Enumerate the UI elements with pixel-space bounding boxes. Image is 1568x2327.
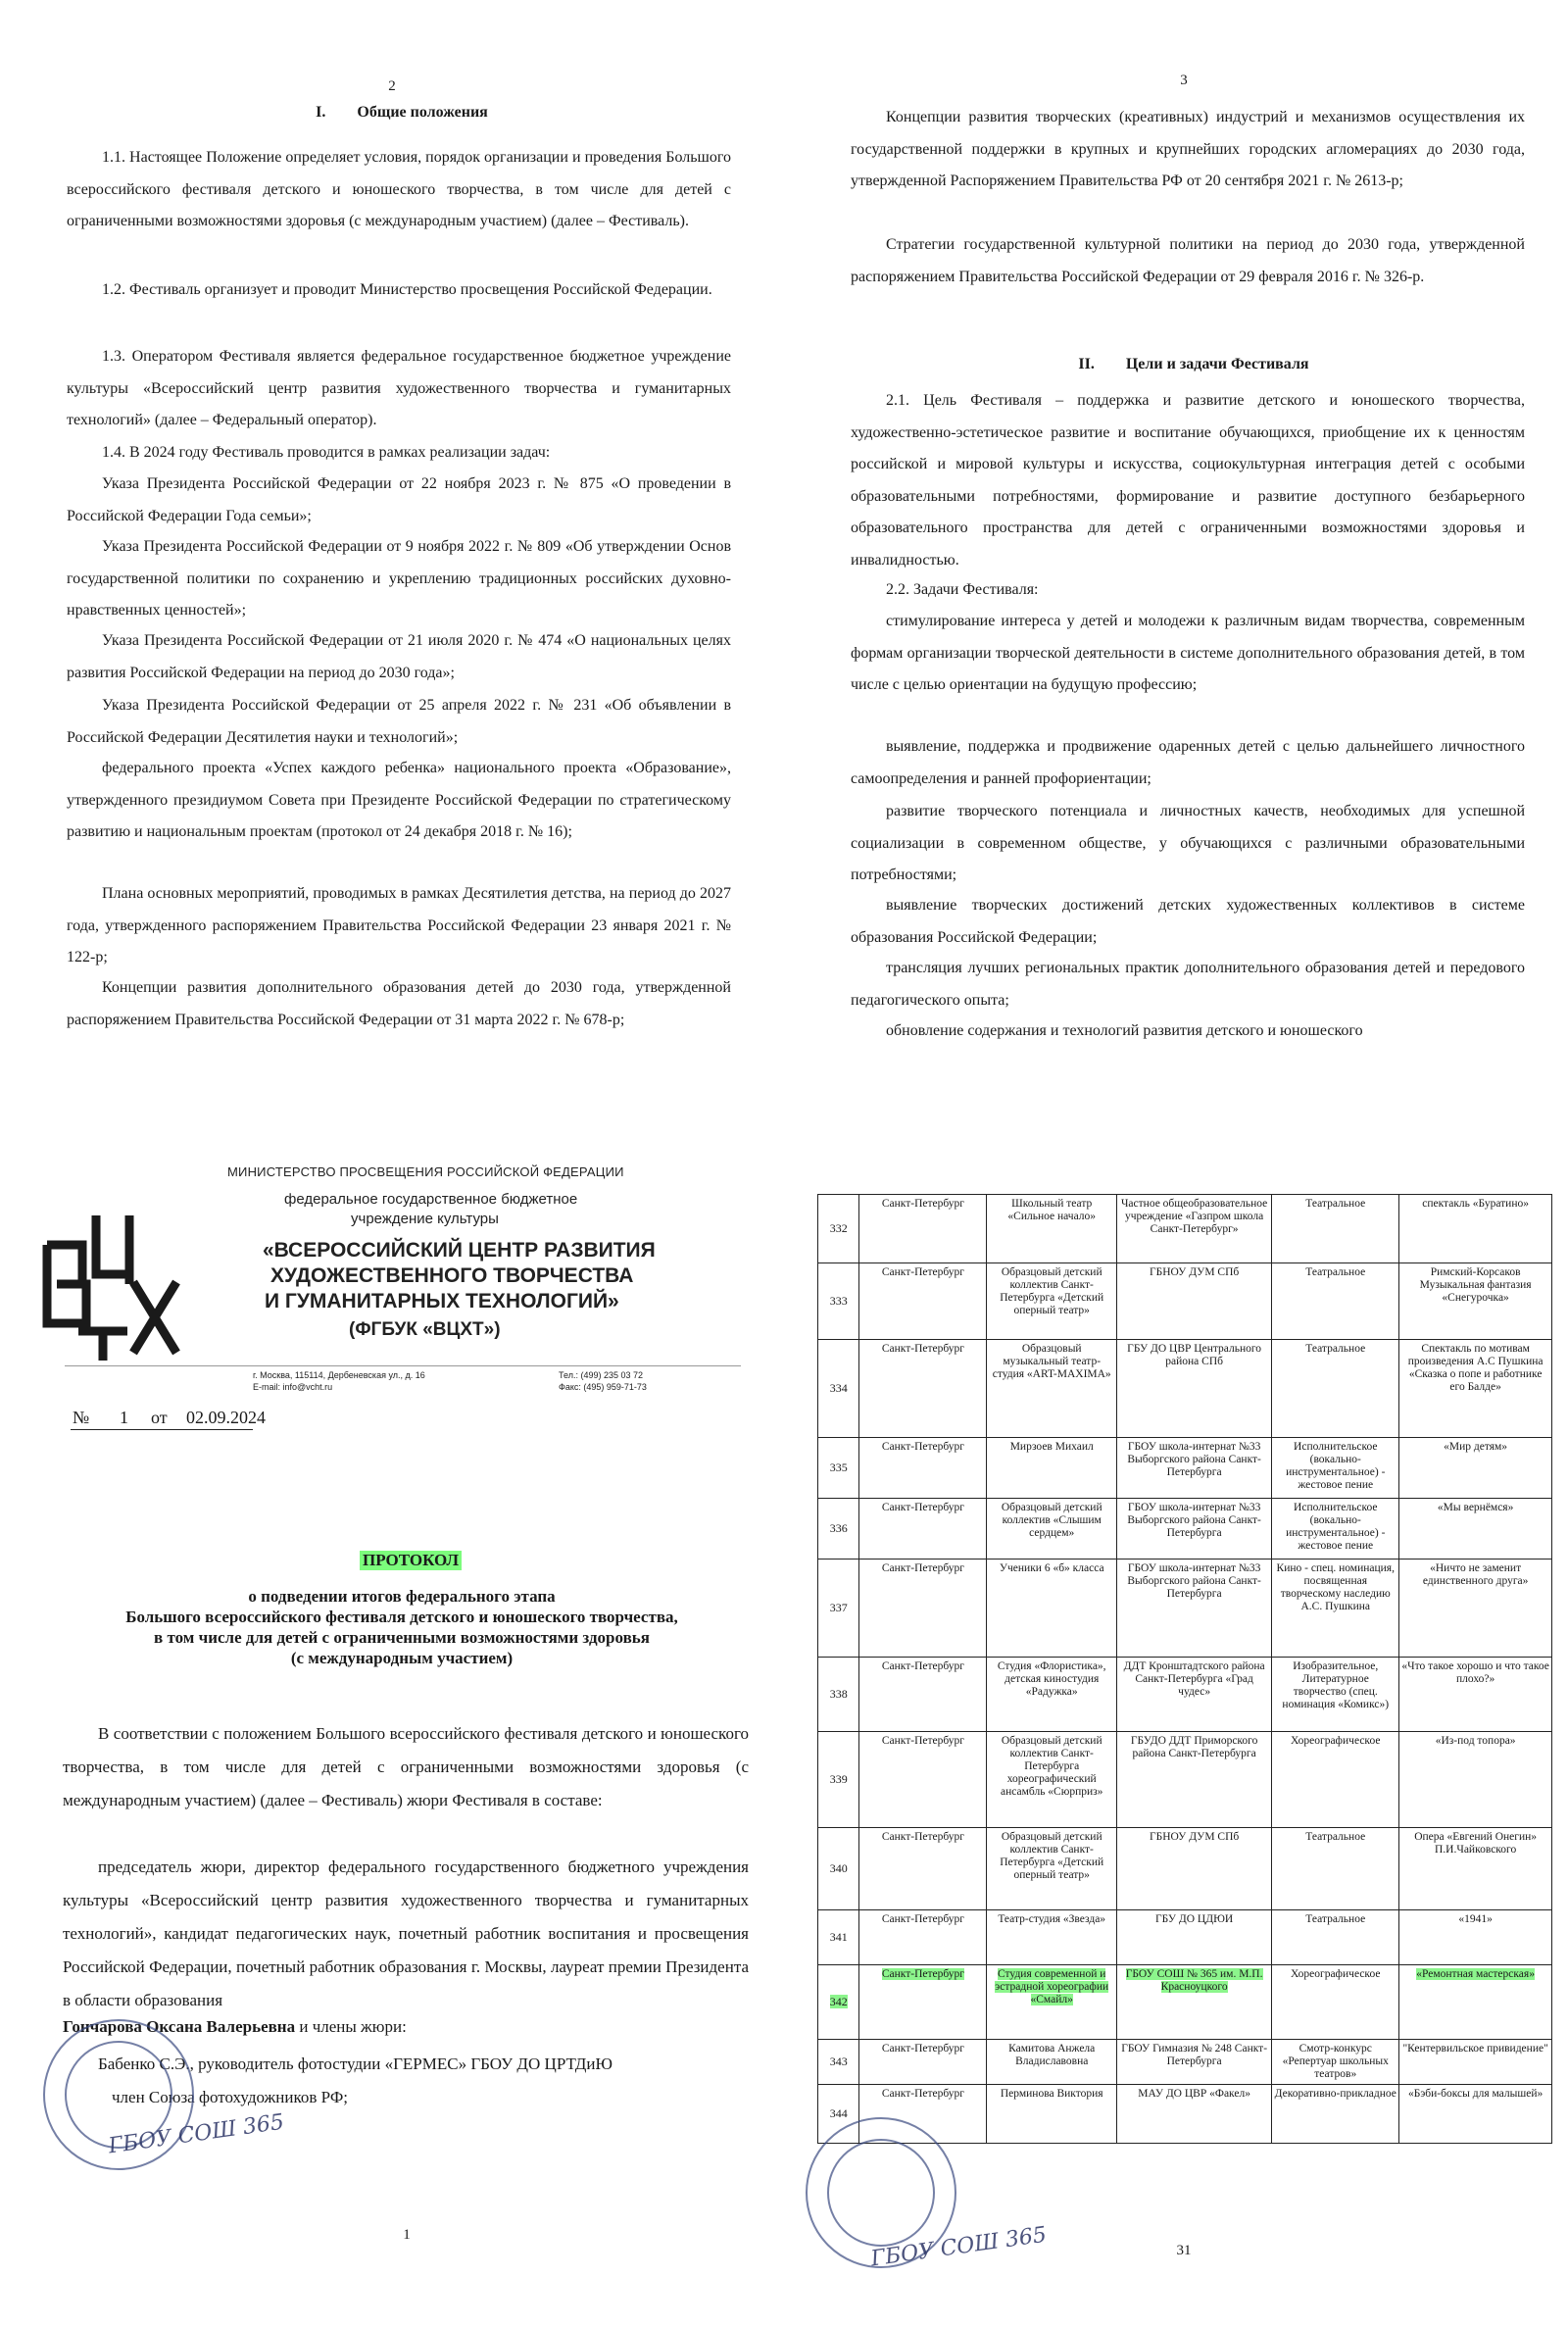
table-cell-city: Санкт-Петербург [859, 2085, 987, 2144]
highlight-num: 342 [829, 1995, 848, 2008]
section-title: I. Общие положения [316, 104, 488, 121]
table-row [818, 2040, 1552, 2085]
chair-name: Гончарова Оксана Валерьевна [63, 2017, 296, 2036]
page-2 [0, 0, 802, 1137]
ministry-name: МИНИСТЕРСТВО ПРОСВЕЩЕНИЯ РОССИЙСКОЙ ФЕДЕРАЦИИ [227, 1164, 624, 1179]
table-cell-participant: Мирзоев Михаил [987, 1438, 1117, 1499]
protocol-subtitle-1: о подведении итогов федерального этапа [248, 1587, 556, 1606]
table-cell-participant: Камитова Анжела Владиславовна [987, 2040, 1117, 2085]
table-cell-num: 333 [818, 1263, 859, 1340]
table-cell-institution: ГБУДО ДДТ Приморского района Санкт-Петербурга [1116, 1732, 1271, 1828]
protocol-subtitle-4: (с международным участием) [290, 1649, 514, 1667]
page-3 [802, 0, 1568, 1137]
table-cell-city: Санкт-Петербург [859, 1560, 987, 1658]
table-cell-city: Санкт-Петербург [859, 1828, 987, 1910]
paragraph: Указа Президента Российской Федерации от 21 июля 2020 г. № 474 «О национальных целях развития Российской Федерации на период до 2030 года»; [67, 632, 731, 681]
table-row [818, 1263, 1552, 1340]
table-cell-city: Санкт-Петербург [859, 1438, 987, 1499]
table-cell-institution: ДДТ Кронштадтского района Санкт-Петербурга «Град чудес» [1116, 1658, 1271, 1732]
table-cell-institution: ГБОУ школа-интернат №33 Выборгского района Санкт-Петербурга [1116, 1560, 1271, 1658]
page-number: 1 [403, 2227, 411, 2243]
letterhead-rule [65, 1365, 741, 1366]
table-cell-city [859, 1965, 987, 2040]
table-cell-work: Опера «Евгений Онегин» П.И.Чайковского [1399, 1828, 1552, 1910]
page-number: 2 [388, 78, 396, 94]
table-cell-num: 335 [818, 1438, 859, 1499]
table-cell-institution [1116, 1965, 1271, 2040]
table-row [818, 1499, 1552, 1560]
table-cell-work: «Мы вернёмся» [1399, 1499, 1552, 1560]
table-cell-nomination: Театральное [1272, 1910, 1399, 1965]
table-cell-nomination: Хореографическое [1272, 1965, 1399, 2040]
table-cell-num: 332 [818, 1195, 859, 1263]
paragraph: обновление содержания и технологий развития детского и юношеского [886, 1022, 1363, 1039]
table-cell-participant: Образцовый детский коллектив Санкт-Петербурга хореографический ансамбль «Сюрприз» [987, 1732, 1117, 1828]
table-cell-participant [987, 1965, 1117, 2040]
table-row [818, 1828, 1552, 1910]
table-cell-participant: Образцовый детский коллектив Санкт-Петербурга «Детский оперный театр» [987, 1263, 1117, 1340]
table-cell-nomination: Хореографическое [1272, 1732, 1399, 1828]
protocol-title: ПРОТОКОЛ [360, 1551, 462, 1570]
table-cell-institution: МАУ ДО ЦВР «Факел» [1116, 2085, 1271, 2144]
chair-suffix: и члены жюри: [295, 2017, 407, 2036]
table-cell-city: Санкт-Петербург [859, 1732, 987, 1828]
paragraph: 1.3. Оператором Фестиваля является федеральное государственное бюджетное учреждение культуры «Всероссийский центр развития художественного творчества и гуманитарных технологий» (далее – Федеральный оператор). [67, 348, 731, 428]
table-cell-institution: Частное общеобразовательное учреждение «Газпром школа Санкт-Петербург» [1116, 1195, 1271, 1263]
table-row [818, 1658, 1552, 1732]
vcht-logo [39, 1206, 186, 1362]
paragraph: Указа Президента Российской Федерации от 22 ноября 2023 г. № 875 «О проведении в Российской Федерации Года семьи»; [67, 475, 731, 524]
paragraph: развитие творческого потенциала и личностных качеств, необходимых для успешной социализации в современном обществе, у обучающихся с различными образовательными потребностями; [851, 803, 1525, 883]
table-cell-nomination: Театральное [1272, 1340, 1399, 1438]
table-cell-num: 338 [818, 1658, 859, 1732]
table-cell-nomination: Театральное [1272, 1828, 1399, 1910]
paragraph: Указа Президента Российской Федерации от 9 ноября 2022 г. № 809 «Об утверждении Основ государственной политики по сохранению и укреплению традиционных российских духовно-нравственных ценностей»; [67, 538, 731, 619]
highlight-institution: ГБОУ СОШ № 365 им. М.П. Красноуцкого [1125, 1968, 1263, 1993]
member-line-1: Бабенко С.Э., руководитель фотостудии «ГЕРМЕС» ГБОУ ДО ЦРТДиЮ [98, 2055, 612, 2073]
page-number: 3 [1180, 73, 1188, 88]
highlight-city: Санкт-Петербург [881, 1968, 965, 1980]
table-cell-city: Санкт-Петербург [859, 1263, 987, 1340]
fax: Факс: (495) 959-71-73 [559, 1382, 647, 1392]
paragraph: трансляция лучших региональных практик дополнительного образования детей и передового педагогического опыта; [851, 960, 1525, 1009]
table-cell-city: Санкт-Петербург [859, 1658, 987, 1732]
table-cell-participant: Перминова Виктория [987, 2085, 1117, 2144]
phone: Тел.: (499) 235 03 72 [559, 1370, 644, 1380]
table-cell-num: 339 [818, 1732, 859, 1828]
table-cell-num: 343 [818, 2040, 859, 2085]
table-cell-institution: ГБУ ДО ЦВР Центрального района СПб [1116, 1340, 1271, 1438]
highlight-work: «Ремонтная мастерская» [1416, 1968, 1535, 1980]
table-cell-institution: ГБНОУ ДУМ СПб [1116, 1828, 1271, 1910]
table-row [818, 1340, 1552, 1438]
table-cell-num: 340 [818, 1828, 859, 1910]
table-cell-work: «Из-под топора» [1399, 1732, 1552, 1828]
table-cell-nomination: Театральное [1272, 1195, 1399, 1263]
protocol-subtitle-2: Большого всероссийского фестиваля детского и юношеского творчества, [125, 1608, 678, 1626]
table-cell-nomination: Театральное [1272, 1263, 1399, 1340]
table-row [818, 1560, 1552, 1658]
table-cell-city: Санкт-Петербург [859, 1340, 987, 1438]
table-cell-city: Санкт-Петербург [859, 1910, 987, 1965]
table-cell-participant: Образцовый детский коллектив Санкт-Петербурга «Детский оперный театр» [987, 1828, 1117, 1910]
table-cell-num: 336 [818, 1499, 859, 1560]
paragraph: 2.2. Задачи Фестиваля: [886, 581, 1039, 598]
protocol-subtitle-3: в том числе для детей с ограниченными возможностями здоровья [154, 1628, 650, 1647]
paragraph: председатель жюри, директор федерального государственного бюджетного учреждения культуры «Всероссийский центр развития художественного творчества и гуманитарных технологий», кандидат педагогических наук, почетный работник воспитания и просвещения Российской Федерации, почетный работник образования г. Москвы, лауреат премии Президента в области образования [63, 1857, 749, 2009]
table-cell-num: 341 [818, 1910, 859, 1965]
paragraph: Концепции развития творческих (креативных) индустрий и механизмов осуществления их государственной поддержки в крупных и крупнейших городских агломерациях до 2030 года, утвержденной Распоряжением Правительства РФ от 20 сентября 2021 г. № 2613-р; [851, 109, 1525, 189]
table-cell-institution: ГБОУ школа-интернат №33 Выборгского района Санкт-Петербурга [1116, 1438, 1271, 1499]
table-row [818, 1732, 1552, 1828]
table-cell-work: спектакль «Буратино» [1399, 1195, 1552, 1263]
org-type-line-2: учреждение культуры [351, 1211, 499, 1227]
table-cell-num [818, 1965, 859, 2040]
org-short-name: (ФГБУК «ВЦХТ») [349, 1319, 501, 1340]
table-cell-city: Санкт-Петербург [859, 2040, 987, 2085]
paragraph: выявление творческих достижений детских художественных коллективов в системе образования Российской Федерации; [851, 897, 1525, 946]
number-date-underline [71, 1429, 253, 1430]
table-cell-participant: Образцовый детский коллектив «Слышим сердцем» [987, 1499, 1117, 1560]
member-line-2: член Союза фотохудожников РФ; [112, 2088, 348, 2106]
doc-number-label: № [73, 1408, 90, 1427]
table-cell-city: Санкт-Петербург [859, 1195, 987, 1263]
table-cell-work: "Кентервильское привидение" [1399, 2040, 1552, 2085]
table-cell-work [1399, 1965, 1552, 2040]
table-cell-num: 337 [818, 1560, 859, 1658]
paragraph: стимулирование интереса у детей и молодежи к различным видам творчества, современным формам организации творческой деятельности в системе дополнительного образования детей, в том числе с целью ориентации на будущую профессию; [851, 613, 1525, 693]
table-cell-nomination: Изобразительное, Литературное творчество (спец. номинация «Комикс») [1272, 1658, 1399, 1732]
table-cell-institution: ГБНОУ ДУМ СПб [1116, 1263, 1271, 1340]
stamp-seal-inner [827, 2139, 935, 2247]
table-cell-nomination: Смотр-конкурс «Репертуар школьных театров» [1272, 2040, 1399, 2085]
address-line-1: г. Москва, 115114, Дербеневская ул., д. 16 [253, 1370, 425, 1380]
table-cell-institution: ГБОУ школа-интернат №33 Выборгского района Санкт-Петербурга [1116, 1499, 1271, 1560]
table-cell-institution: ГБУ ДО ЦДЮИ [1116, 1910, 1271, 1965]
table-cell-nomination: Декоративно-прикладное [1272, 2085, 1399, 2144]
paragraph: 1.1. Настоящее Положение определяет условия, порядок организации и проведения Большого всероссийского фестиваля детского и юношеского творчества, в том числе для детей с ограниченными возможностями здоровья (с международным участием) (далее – Фестиваль). [67, 149, 731, 229]
table-row [818, 1438, 1552, 1499]
table-cell-nomination: Исполнительское (вокально-инструментальное) - жестовое пение [1272, 1499, 1399, 1560]
paragraph: выявление, поддержка и продвижение одаренных детей с целью дальнейшего личностного самоопределения и ранней профориентации; [851, 738, 1525, 787]
org-name-line-1: «ВСЕРОССИЙСКИЙ ЦЕНТР РАЗВИТИЯ [263, 1239, 656, 1262]
section-title: II. Цели и задачи Фестиваля [1078, 356, 1309, 372]
paragraph: Концепции развития дополнительного образования детей до 2030 года, утвержденной распоряжением Правительства Российской Федерации от 31 марта 2022 г. № 678-р; [67, 979, 731, 1028]
table-cell-work: Спектакль по мотивам произведения А.С Пушкина «Сказка о попе и работнике его Балде» [1399, 1340, 1552, 1438]
table-cell-num: 344 [818, 2085, 859, 2144]
page-number: 31 [1176, 2243, 1192, 2258]
table-cell-nomination: Кино - спец. номинация, посвященная творческому наследию А.С. Пушкина [1272, 1560, 1399, 1658]
table-cell-work: «Бэби-боксы для малышей» [1399, 2085, 1552, 2144]
table-cell-institution: ГБОУ Гимназия № 248 Санкт-Петербурга [1116, 2040, 1271, 2085]
page-31 [802, 1137, 1568, 2327]
table-cell-participant: Студия «Флористика», детская киностудия «Радужка» [987, 1658, 1117, 1732]
paragraph: 2.1. Цель Фестиваля – поддержка и развитие детского и юношеского творчества, художественно-эстетическое развитие и воспитание обучающихся, приобщение их к ценностям российской и мировой культуры и искусства, социокультурная интеграция детей с особыми образовательными потребностями, формирование и развитие доступного безбарьерного образовательного пространства для детей с ограниченными возможностями здоровья и инвалидностью. [851, 392, 1525, 569]
table-cell-participant: Ученики 6 «б» класса [987, 1560, 1117, 1658]
org-name-line-3: И ГУМАНИТАРНЫХ ТЕХНОЛОГИЙ» [265, 1290, 619, 1312]
signature: ГБОУ СОШ 365 [869, 2222, 1049, 2272]
table-cell-work: «Что такое хорошо и что такое плохо?» [1399, 1658, 1552, 1732]
paragraph: В соответствии с положением Большого всероссийского фестиваля детского и юношеского творчества, в том числе для детей с ограниченными возможностями здоровья (с международным участием) (далее – Фестиваль) жюри Фестиваля в составе: [63, 1724, 749, 1809]
paragraph: федерального проекта «Успех каждого ребенка» национального проекта «Образование», утвержденного президиумом Совета при Президенте Российской Федерации по стратегическому развитию и национальным проектам (протокол от 24 декабря 2018 г. № 16); [67, 760, 731, 840]
signature: ГБОУ СОШ 365 [107, 2109, 286, 2159]
table-cell-city: Санкт-Петербург [859, 1499, 987, 1560]
highlight-participant: Студия современной и эстрадной хореографии «Смайл» [995, 1968, 1109, 2005]
paragraph: Плана основных мероприятий, проводимых в рамках Десятилетия детства, на период до 2027 года, утвержденного распоряжением Правительства Российской Федерации 23 января 2021 г. № 122-р; [67, 885, 731, 965]
doc-date-label: от [151, 1408, 168, 1427]
paragraph: 1.2. Фестиваль организует и проводит Министерство просвещения Российской Федерации. [102, 281, 712, 298]
table-cell-work: «Мир детям» [1399, 1438, 1552, 1499]
paragraph: Стратегии государственной культурной политики на период до 2030 года, утвержденной распоряжением Правительства Российской Федерации от 29 февраля 2016 г. № 326-р. [851, 236, 1525, 285]
doc-date: 02.09.2024 [186, 1408, 266, 1427]
table-cell-work: Римский-Корсаков Музыкальная фантазия «Снегурочка» [1399, 1263, 1552, 1340]
table-row [818, 1965, 1552, 2040]
table-cell-num: 334 [818, 1340, 859, 1438]
org-type-line-1: федеральное государственное бюджетное [284, 1191, 578, 1208]
table-cell-nomination: Исполнительское (вокально-инструментальное) - жестовое пение [1272, 1438, 1399, 1499]
table-cell-work: «1941» [1399, 1910, 1552, 1965]
org-name-line-2: ХУДОЖЕСТВЕННОГО ТВОРЧЕСТВА [270, 1264, 634, 1287]
paragraph: Указа Президента Российской Федерации от 25 апреля 2022 г. № 231 «Об объявлении в Российской Федерации Десятилетия науки и технологий»; [67, 697, 731, 746]
participants-table [817, 1194, 1552, 2144]
table-cell-work: «Ничто не заменит единственного друга» [1399, 1560, 1552, 1658]
table-row [818, 1195, 1552, 1263]
address-line-2: E-mail: info@vcht.ru [253, 1382, 333, 1392]
page-1 [0, 1137, 802, 2327]
chair-line [63, 2017, 749, 2037]
table-cell-participant: Школьный театр «Сильное начало» [987, 1195, 1117, 1263]
table-row [818, 1910, 1552, 1965]
table-cell-participant: Образцовый музыкальный театр-студия «ART-MAXIMA» [987, 1340, 1117, 1438]
table-cell-participant: Театр-студия «Звезда» [987, 1910, 1117, 1965]
doc-number: 1 [120, 1408, 128, 1427]
paragraph: 1.4. В 2024 году Фестиваль проводится в рамках реализации задач: [102, 444, 551, 461]
